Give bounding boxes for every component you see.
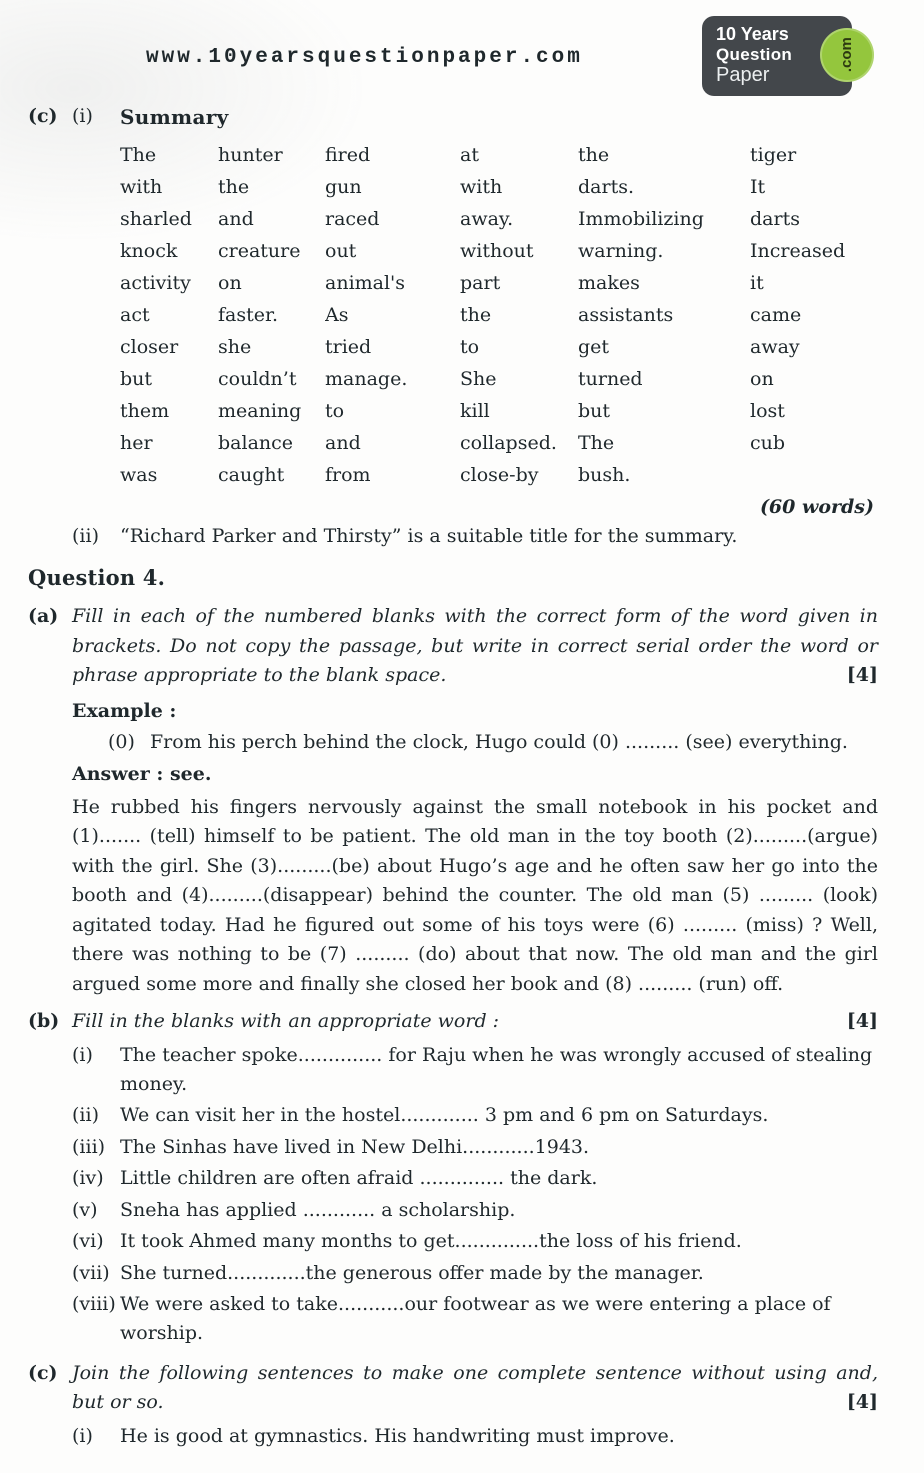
word-cell: warning. [578, 240, 664, 262]
item-number: (vii) [72, 1261, 110, 1284]
word-cell [750, 459, 878, 491]
word-cell: but [120, 368, 153, 390]
example-text: From his perch behind the clock, Hugo could (0) ......... (see) everything. [150, 731, 848, 754]
word-cell: to [325, 400, 345, 422]
word-cell: without [460, 240, 534, 262]
word-cell: it [750, 272, 764, 294]
word-cell: The [120, 144, 157, 166]
page-header [28, 12, 878, 100]
word-cell: Increased [750, 240, 846, 262]
word-cell: As [325, 304, 349, 326]
summary-title: Summary [120, 105, 229, 129]
logo-com-badge [820, 28, 874, 82]
word-cell: darts. [578, 176, 634, 198]
item-label-i: (i) [72, 105, 93, 127]
word-cell: came [750, 304, 802, 326]
item-text: We were asked to take...........our footwear as we were entering a place of worship. [120, 1293, 831, 1345]
example-number: (0) [108, 731, 135, 754]
list-item [72, 1196, 878, 1225]
word-cell: on [218, 272, 242, 294]
word-cell: hunter [218, 144, 283, 166]
summary-section [28, 102, 878, 135]
example-label: Example : [72, 699, 177, 722]
word-cell: The [578, 432, 615, 454]
part-c-marks: [4] [846, 1391, 878, 1414]
item-number: (vi) [72, 1230, 104, 1253]
list-item [72, 1290, 878, 1349]
word-cell: was [120, 464, 158, 486]
item-text: It took Ahmed many months to get..............the loss of his friend. [120, 1230, 742, 1253]
word-cell: Immobilizing [578, 208, 704, 230]
part-a-instruction: Fill in each of the numbered blanks with the correct form of the word given in brackets. Do not copy the passage, but write in correct serial order the word or phrase appropriate to the blank space. [72, 605, 878, 687]
part-a-label: (a) [28, 605, 59, 628]
word-cell: faster. [218, 304, 279, 326]
word-cell: kill [460, 400, 490, 422]
summary-title-text: “Richard Parker and Thirsty” is a suitable title for the summary. [120, 525, 738, 548]
list-item [72, 1227, 878, 1256]
summary-word-grid [120, 139, 878, 491]
word-cell: lost [750, 400, 785, 422]
word-cell: She [460, 368, 497, 390]
word-cell: cub [750, 432, 786, 454]
word-cell: animal's [325, 272, 406, 294]
word-cell: and [325, 432, 361, 454]
word-cell: but [578, 400, 611, 422]
item-number: (v) [72, 1198, 98, 1221]
word-count-note: (60 words) [759, 496, 874, 518]
word-cell: balance [218, 432, 294, 454]
word-cell: them [120, 400, 170, 422]
logo-line-3: Paper [716, 64, 770, 87]
answer-label: Answer : see. [72, 762, 212, 785]
item-label-ii: (ii) [72, 525, 99, 548]
logo-line-1: 10 Years [716, 24, 789, 44]
word-cell: away. [460, 208, 514, 230]
word-cell: from [325, 464, 371, 486]
part-c-instruction-block [72, 1359, 878, 1418]
question-4c [28, 1359, 878, 1453]
word-cell: with [120, 176, 163, 198]
part-c-label: (c) [28, 1361, 58, 1384]
list-item [72, 1422, 878, 1451]
word-cell: creature [218, 240, 301, 262]
word-cell: caught [218, 464, 285, 486]
word-cell: and [218, 208, 254, 230]
section-label-c: (c) [28, 105, 58, 127]
word-cell: get [578, 336, 610, 358]
word-cell: the [218, 176, 250, 198]
part-b-instruction: Fill in the blanks with an appropriate word : [72, 1010, 500, 1033]
part-a-instruction-block [72, 602, 878, 690]
word-cell: bush. [578, 464, 631, 486]
word-cell: away [750, 336, 800, 358]
item-number: (ii) [72, 1104, 99, 1127]
word-cell: fired [325, 144, 371, 166]
list-item [72, 1259, 878, 1288]
logo-line-2: Question [716, 44, 793, 64]
site-url: www.10yearsquestionpaper.com [146, 46, 583, 69]
part-a-marks: [4] [846, 664, 878, 687]
word-cell: activity [120, 272, 191, 294]
word-cell: the [578, 144, 610, 166]
item-number: (viii) [72, 1293, 116, 1316]
item-text: The Sinhas have lived in New Delhi............1943. [120, 1135, 590, 1158]
word-cell: on [750, 368, 774, 390]
word-cell: turned [578, 368, 643, 390]
word-cell: she [218, 336, 252, 358]
word-cell: her [120, 432, 153, 454]
item-text: Little children are often afraid .............. the dark. [120, 1167, 598, 1190]
word-cell: sharled [120, 208, 192, 230]
word-cell: out [325, 240, 357, 262]
part-b-instruction-block [72, 1007, 878, 1036]
example-sentence [108, 728, 878, 757]
item-text: He is good at gymnastics. His handwriting must improve. [120, 1424, 675, 1447]
site-logo [702, 16, 856, 96]
list-item [72, 1101, 878, 1130]
word-cell: the [460, 304, 492, 326]
item-text: She turned.............the generous offer made by the manager. [120, 1261, 704, 1284]
list-item [72, 1133, 878, 1162]
word-cell: close-by [460, 464, 539, 486]
word-cell: meaning [218, 400, 302, 422]
word-cell: assistants [578, 304, 674, 326]
word-cell: couldn’t [218, 368, 297, 390]
part-a-passage: He rubbed his fingers nervously against the small notebook in his pocket and (1)....... (tell) himself to be patient. The old man in the toy booth (2).........(argue) with the girl. She (3).........(be) about Hugo’s age and he often saw her go into the booth and (4).........(disappear) behind the counter. The old man (5) ......... (look) agitated today. Had he figured out some of his toys were (6) ......... (miss) ? Well, there was nothing to be (7) ......... (do) about that now. The old man and the girl argued some more and finally she closed her book and (8) ......... (run) off. [72, 796, 878, 995]
logo-com-badge-text: .com [838, 37, 856, 73]
part-c-instruction: Join the following sentences to make one complete sentence without using and, but or so. [72, 1361, 878, 1414]
word-cell: part [460, 272, 501, 294]
item-number: (i) [72, 1424, 93, 1447]
word-cell: tiger [750, 144, 797, 166]
word-cell: raced [325, 208, 380, 230]
item-text: The teacher spoke.............. for Raju when he was wrongly accused of stealing money. [120, 1043, 873, 1095]
word-cell: makes [578, 272, 640, 294]
item-number: (iii) [72, 1135, 106, 1158]
item-number: (iv) [72, 1167, 104, 1190]
word-cell: knock [120, 240, 178, 262]
word-cell: at [460, 144, 479, 166]
word-cell: gun [325, 176, 362, 198]
item-number: (i) [72, 1043, 93, 1066]
word-cell: manage. [325, 368, 408, 390]
word-cell: with [460, 176, 503, 198]
list-item [72, 1164, 878, 1193]
word-cell: It [750, 176, 766, 198]
word-cell: to [460, 336, 480, 358]
word-cell: collapsed. [460, 432, 557, 454]
question-4b [28, 1007, 878, 1351]
part-b-marks: [4] [846, 1010, 878, 1033]
summary-title-statement [28, 522, 878, 553]
part-b-items [72, 1041, 878, 1349]
part-c-items [72, 1422, 878, 1451]
part-b-label: (b) [28, 1010, 60, 1033]
question-4-heading: Question 4. [28, 564, 166, 590]
word-cell: darts [750, 208, 800, 230]
word-cell: closer [120, 336, 179, 358]
word-cell: tried [325, 336, 372, 358]
item-text: We can visit her in the hostel............. 3 pm and 6 pm on Saturdays. [120, 1104, 769, 1127]
word-cell: act [120, 304, 150, 326]
list-item [72, 1041, 878, 1100]
question-4a [28, 602, 878, 999]
item-text: Sneha has applied ............ a scholarship. [120, 1198, 516, 1221]
